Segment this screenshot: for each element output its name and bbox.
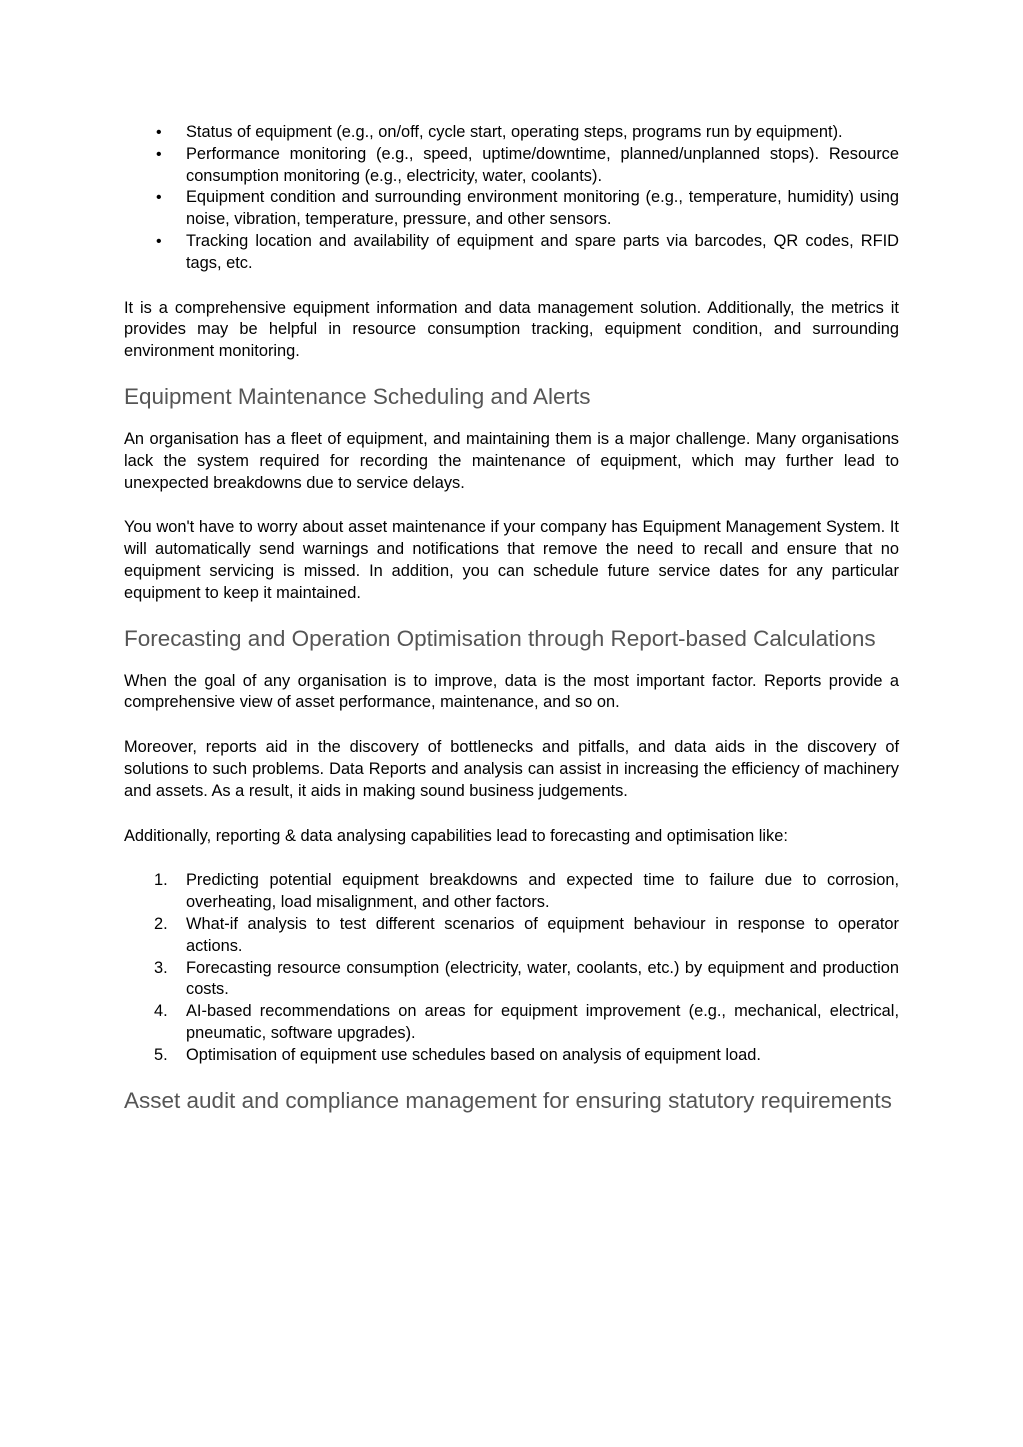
list-item-text: Performance monitoring (e.g., speed, uptime/downtime, planned/unplanned stops). Resource consumption monitoring (e.g., electricity, water, coolants). bbox=[186, 144, 899, 185]
equipment-data-bullet-list bbox=[124, 122, 899, 275]
list-number: 2. bbox=[154, 914, 168, 933]
maintenance-paragraph-2: You won't have to worry about asset maintenance if your company has Equipment Management System. It will automatically send warnings and notifications that remove the need to recall and ensure that no equipment servicing is missed. In addition, you can schedule future service dates for any particular equipment to keep it maintained. bbox=[124, 518, 899, 602]
list-item-text: What-if analysis to test different scenarios of equipment behaviour in response to operator actions. bbox=[186, 914, 899, 955]
list-number: 5. bbox=[154, 1045, 168, 1064]
document-page bbox=[124, 122, 899, 1115]
list-item bbox=[124, 231, 899, 275]
list-item-text: AI-based recommendations on areas for equipment improvement (e.g., mechanical, electrical, pneumatic, software upgrades). bbox=[186, 1002, 899, 1042]
forecasting-paragraph-2: Moreover, reports aid in the discovery of bottlenecks and pitfalls, and data aids in the discovery of solutions to such problems. Data Reports and analysis can assist in increasing the efficiency of machinery and assets. As a result, it aids in making sound business judgements. bbox=[124, 738, 899, 800]
maintenance-paragraph-1: An organisation has a fleet of equipment, and maintaining them is a major challenge. Many organisations lack the system required for recording the maintenance of equipment, which may further lead to unexpected breakdowns due to service delays. bbox=[124, 429, 899, 492]
intro-paragraph: It is a comprehensive equipment information and data management solution. Additionally, the metrics it provides may be helpful in resource consumption tracking, equipment condition, and surrounding environment monitoring. bbox=[124, 298, 899, 361]
list-item-text: Predicting potential equipment breakdowns and expected time to failure due to corrosion, overheating, load misalignment, and other factors. bbox=[186, 871, 899, 912]
bullet-icon: • bbox=[156, 124, 162, 141]
list-item bbox=[124, 122, 899, 144]
list-item bbox=[124, 187, 899, 231]
forecasting-numbered-list bbox=[124, 870, 899, 1066]
bullet-icon: • bbox=[156, 145, 162, 163]
bullet-icon: • bbox=[156, 189, 162, 207]
list-number: 4. bbox=[154, 1002, 168, 1021]
list-item-text: Forecasting resource consumption (electricity, water, coolants, etc.) by equipment and production costs. bbox=[186, 958, 899, 999]
list-item-text: Equipment condition and surrounding environment monitoring (e.g., temperature, humidity) using noise, vibration, temperature, pressure, and other sensors. bbox=[186, 188, 899, 229]
list-number: 1. bbox=[154, 871, 168, 890]
list-item bbox=[124, 144, 899, 188]
list-item bbox=[124, 958, 899, 1002]
list-item-text: Optimisation of equipment use schedules based on analysis of equipment load. bbox=[186, 1045, 761, 1064]
list-item bbox=[124, 870, 899, 914]
list-item bbox=[124, 1001, 899, 1045]
audit-heading: Asset audit and compliance management for ensuring statutory requirements bbox=[124, 1087, 892, 1113]
maintenance-heading: Equipment Maintenance Scheduling and Alerts bbox=[124, 383, 591, 409]
list-item bbox=[124, 914, 899, 958]
forecasting-heading: Forecasting and Operation Optimisation through Report-based Calculations bbox=[124, 625, 876, 651]
list-item bbox=[124, 1045, 899, 1067]
list-item-text: Tracking location and availability of equipment and spare parts via barcodes, QR codes, RFID tags, etc. bbox=[186, 231, 899, 272]
list-number: 3. bbox=[154, 958, 168, 977]
list-item-text: Status of equipment (e.g., on/off, cycle start, operating steps, programs run by equipment). bbox=[186, 123, 843, 141]
bullet-icon: • bbox=[156, 232, 162, 250]
forecasting-paragraph-3: Additionally, reporting & data analysing capabilities lead to forecasting and optimisation like: bbox=[124, 826, 788, 845]
forecasting-paragraph-1: When the goal of any organisation is to improve, data is the most important factor. Reports provide a comprehensive view of asset performance, maintenance, and so on. bbox=[124, 671, 899, 712]
